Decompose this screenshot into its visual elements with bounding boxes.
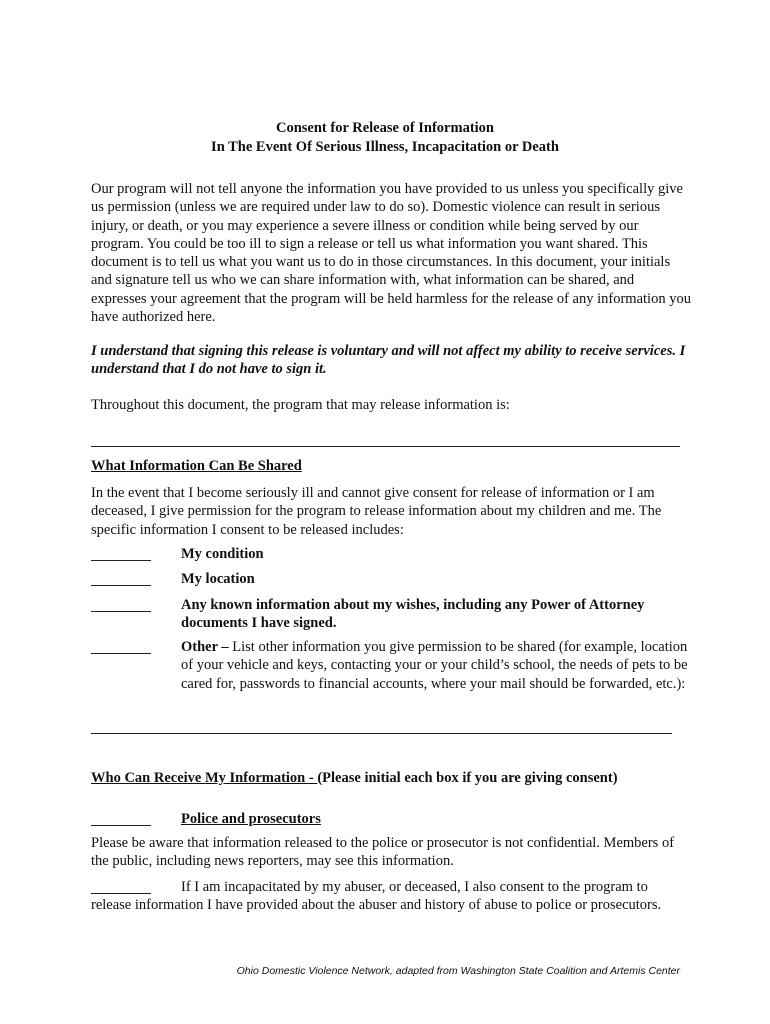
- list-item: [181, 570, 691, 588]
- abuser-consent-rest: release information I have provided about the abuser and history of abuse to police or prosecutors.: [91, 897, 662, 913]
- what-info-heading: [91, 458, 302, 475]
- initial-blank-location[interactable]: [91, 585, 151, 586]
- who-receives-heading-rest: (Please initial each box if you are giving consent): [317, 770, 618, 786]
- voluntary-statement: I understand that signing this release is voluntary and will not affect my ability to receive services. I understand that I do not have to sign it.: [91, 343, 686, 378]
- program-name-line[interactable]: [91, 446, 680, 447]
- intro-paragraph: Our program will not tell anyone the information you have provided to us unless you specifically give us permission (unless we are required under law to do so). Domestic violence can result in serious injury, or death, or you may experience a severe illness or condition while being served by our program. You could be too ill to sign a release or tell us what information you want shared. This document is to tell us what you want us to do in those circumstances. In this document, your initials and signature tell us who we can share information with, what information can be shared, and expresses your agreement that the program will be held harmless for the release of any information you have authorized here.: [91, 181, 691, 326]
- document-title: Consent for Release of Information: [275, 120, 494, 136]
- document-subtitle: In The Event Of Serious Illness, Incapacitation or Death: [211, 139, 559, 155]
- police-item: [181, 810, 691, 828]
- list-item: [181, 596, 691, 633]
- item-label: Other –: [181, 639, 229, 655]
- item-label: My location: [181, 571, 255, 587]
- what-info-paragraph: In the event that I become seriously ill and cannot give consent for release of information or I am deceased, I give permission for the program to release information about my children and me. The specific information I consent to be released includes:: [91, 485, 662, 538]
- other-info-line[interactable]: [91, 733, 672, 734]
- police-note: Please be aware that information released to the police or prosecutor is not confidential. Members of the public, including news reporters, may see this information.: [91, 835, 675, 870]
- item-label: Any known information about my wishes, including any Power of Attorney documents I have signed.: [181, 597, 645, 632]
- item-label: My condition: [181, 546, 264, 562]
- abuser-consent-first-line: If I am incapacitated by my abuser, or deceased, I also consent to the program to: [181, 879, 648, 895]
- list-item: [181, 545, 691, 563]
- what-info-heading-text: What Information Can Be Shared: [91, 458, 302, 474]
- program-prompt: Throughout this document, the program that may release information is:: [91, 397, 510, 413]
- initial-blank-wishes[interactable]: [91, 611, 151, 612]
- who-receives-heading: [91, 770, 618, 787]
- police-label: Police and prosecutors: [181, 811, 321, 827]
- item-text: List other information you give permission to be shared (for example, location of your vehicle and keys, contacting your or your child’s school, the needs of pets to be cared for, passwords to financial accounts, where your mail should be forwarded, etc.):: [181, 639, 688, 692]
- initial-blank-other[interactable]: [91, 653, 151, 654]
- initial-blank-abuser-consent[interactable]: [91, 893, 151, 894]
- list-item: [181, 638, 691, 693]
- who-receives-heading-underlined: Who Can Receive My Information -: [91, 770, 318, 786]
- initial-blank-condition[interactable]: [91, 560, 151, 561]
- page-footer: Ohio Domestic Violence Network, adapted from Washington State Coalition and Artemis Center: [236, 965, 680, 977]
- initial-blank-police[interactable]: [91, 825, 151, 826]
